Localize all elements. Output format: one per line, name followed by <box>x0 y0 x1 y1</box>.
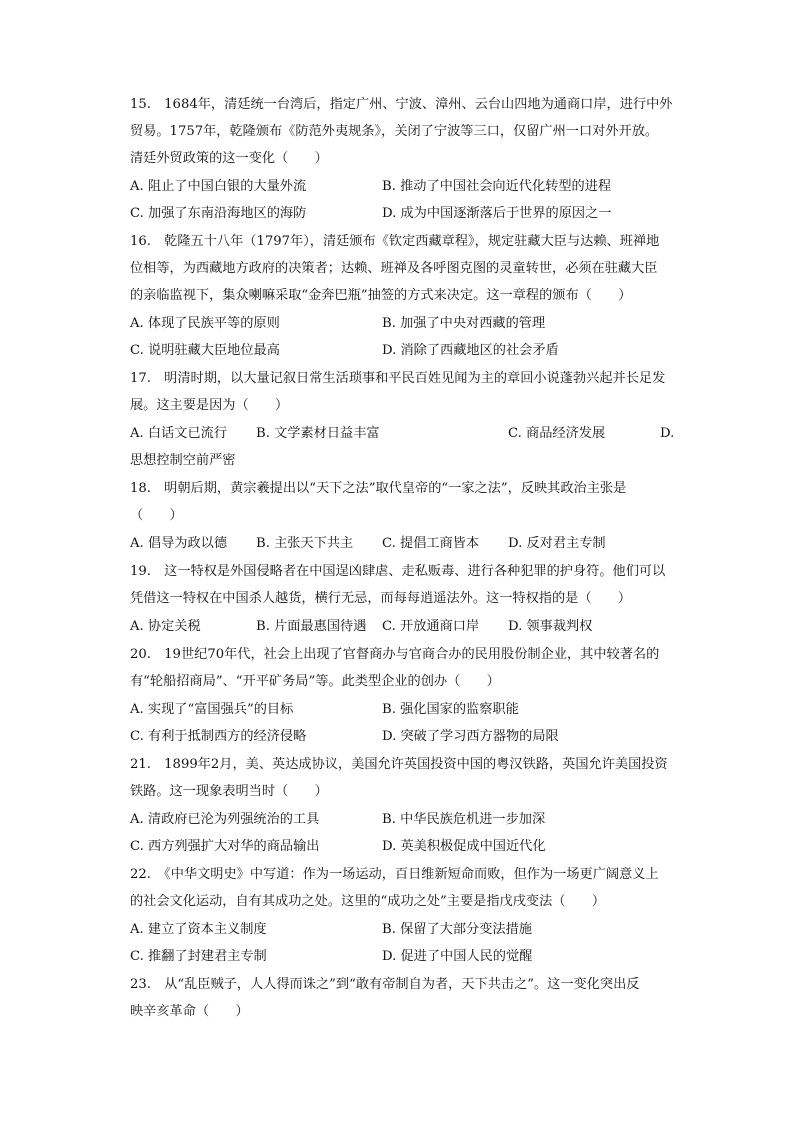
option-b: B. 加强了中央对西藏的管理 <box>382 316 546 331</box>
option-d: D. <box>660 426 675 441</box>
question-stem-line: 凭借这一特权在中国杀人越货，横行无忌，而每每逍遥法外。这一特权指的是（ ） <box>130 591 632 606</box>
question-stem-line: 贸易。1757年，乾隆颁布《防范外夷规条》，关闭了宁波等三口，仅留广州一口对外开放。 <box>130 124 659 139</box>
option-b: B. 主张天下共主 <box>256 536 354 551</box>
question-stem-line: 的社会文化运动，自有其成功之处。这里的“成功之处”主要是指戊戌变法（ ） <box>130 894 606 909</box>
option-c: C. 提倡工商皆本 <box>382 536 480 551</box>
option-a: A. 实现了“富国强兵”的目标 <box>130 702 294 717</box>
option-c: C. 西方列强扩大对华的商品输出 <box>130 839 320 854</box>
option-a: A. 建立了资本主义制度 <box>130 922 267 937</box>
option-d: D. 反对君主专制 <box>508 536 606 551</box>
question-stem-line: （ ） <box>130 508 183 523</box>
option-b: B. 中华民族危机进一步加深 <box>382 812 546 827</box>
question-stem-line: 21. 1899年2月，美、英达成协议，美国允许英国投资中国的粤汉铁路，英国允许美国投资 <box>130 757 668 772</box>
question-stem-line: 20. 19世纪70年代，社会上出现了官督商办与官商合办的民用股份制企业，其中较著名的 <box>130 647 660 662</box>
option-d: D. 领事裁判权 <box>508 619 593 634</box>
option-c: C. 商品经济发展 <box>508 426 606 441</box>
option-c: C. 有利于抵制西方的经济侵略 <box>130 729 307 744</box>
question-stem-line: 19. 这一特权是外国侵略者在中国逞凶肆虐、走私贩毒、进行各种犯罪的护身符。他们可以 <box>130 564 666 579</box>
option-c: C. 推翻了封建君主专制 <box>130 949 267 964</box>
option-c: C. 加强了东南沿海地区的海防 <box>130 206 307 221</box>
question-stem-line: 展。这主要是因为（ ） <box>130 398 289 413</box>
option-d: D. 消除了西藏地区的社会矛盾 <box>382 343 559 358</box>
option-d: D. 成为中国逐渐落后于世界的原因之一 <box>382 206 612 221</box>
option-b: B. 强化国家的监察职能 <box>382 702 519 717</box>
question-stem-line: 位相等，为西藏地方政府的决策者；达赖、班禅及各呼图克图的灵童转世，必须在驻藏大臣 <box>130 261 658 276</box>
option-c: C. 开放通商口岸 <box>382 619 480 634</box>
question-stem-line: 22. 《中华文明史》中写道：作为一场运动，百日维新短命而败，但作为一场更广阔意义上 <box>130 867 659 882</box>
question-stem-line: 映辛亥革命（ ） <box>130 1004 249 1019</box>
question-stem-line: 17. 明清时期，以大量记叙日常生活琐事和平民百姓见闻为主的章回小说蓬勃兴起并长足发 <box>130 371 666 386</box>
question-stem-line: 16. 乾隆五十八年（1797年），清廷颁布《钦定西藏章程》，规定驻藏大臣与达赖、班禅地 <box>130 234 660 249</box>
option-a: A. 倡导为政以德 <box>130 536 228 551</box>
option-c: C. 说明驻藏大臣地位最高 <box>130 343 280 358</box>
option-d: D. 英美积极促成中国近代化 <box>382 839 546 854</box>
option-b: B. 片面最惠国待遇 <box>256 619 367 634</box>
question-stem-line: 清廷外贸政策的这一变化（ ） <box>130 151 328 166</box>
option-b: B. 保留了大部分变法措施 <box>382 922 532 937</box>
question-stem-line: 有“轮船招商局”、“开平矿务局”等。此类型企业的创办（ ） <box>130 674 500 689</box>
option-d-text: 思想控制空前严密 <box>130 453 236 468</box>
option-a: A. 清政府已沦为列强统治的工具 <box>130 812 320 827</box>
option-a: A. 体现了民族平等的原则 <box>130 316 280 331</box>
option-a: A. 阻止了中国白银的大量外流 <box>130 179 307 194</box>
question-stem-line: 18. 明朝后期，黄宗羲提出以“天下之法”取代皇帝的“一家之法”，反映其政治主张是 <box>130 481 627 496</box>
option-d: D. 突破了学习西方器物的局限 <box>382 729 559 744</box>
question-stem-line: 的亲临监视下，集众喇嘛采取“金奔巴瓶”抽签的方式来决定。这一章程的颁布（ ） <box>130 288 632 303</box>
option-a: A. 协定关税 <box>130 619 201 634</box>
question-stem-line: 15. 1684年，清廷统一台湾后，指定广州、宁波、漳州、云台山四地为通商口岸，进行中外 <box>130 97 673 112</box>
option-a: A. 白话文已流行 <box>130 426 228 441</box>
option-d: D. 促进了中国人民的觉醒 <box>382 949 533 964</box>
option-b: B. 文学素材日益丰富 <box>256 426 380 441</box>
option-b: B. 推动了中国社会向近代化转型的进程 <box>382 179 612 194</box>
question-stem-line: 铁路。这一现象表明当时（ ） <box>130 784 328 799</box>
question-stem-line: 23. 从“乱臣贼子，人人得而诛之”到“敢有帝制自为者，天下共击之”。这一变化突出反 <box>130 977 640 992</box>
